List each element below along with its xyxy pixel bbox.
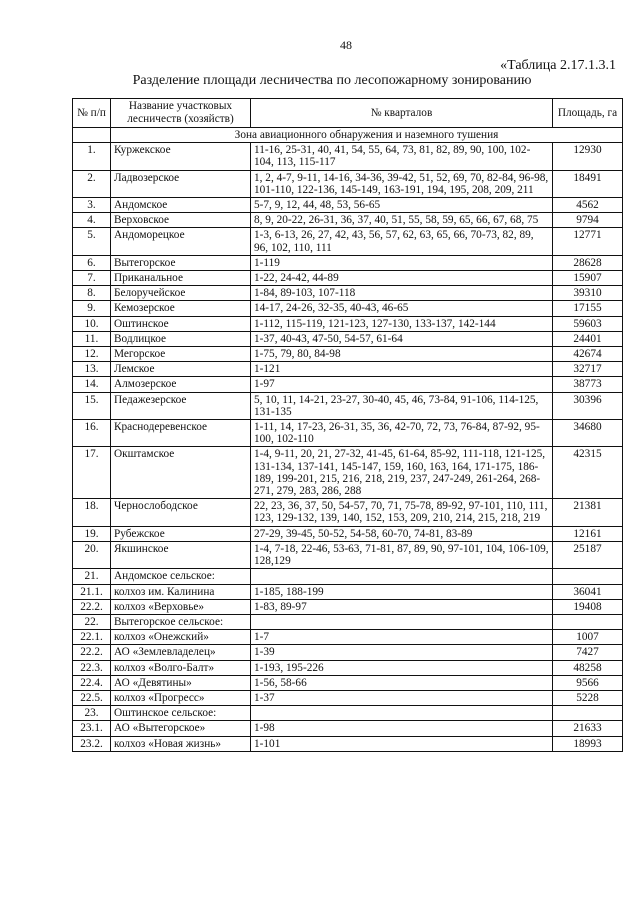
- cell-area: [553, 706, 623, 721]
- cell-blocks: 1-37, 40-43, 47-50, 54-57, 61-64: [251, 331, 553, 346]
- cell-name: Вытегорское: [111, 255, 251, 270]
- cell-area: 15907: [553, 271, 623, 286]
- table-row: [73, 347, 623, 362]
- cell-name: Верховское: [111, 213, 251, 228]
- cell-area: 28628: [553, 255, 623, 270]
- cell-num: 22.4.: [73, 675, 111, 690]
- table-row: [73, 630, 623, 645]
- header-area: Площадь, га: [553, 99, 623, 128]
- zone-label: Зона авиационного обнаружения и наземного тушения: [111, 128, 623, 143]
- cell-num: 6.: [73, 255, 111, 270]
- cell-num: 23.1.: [73, 721, 111, 736]
- cell-name: Андомское: [111, 198, 251, 213]
- cell-area: 18491: [553, 170, 623, 197]
- cell-blocks: 22, 23, 36, 37, 50, 54-57, 70, 71, 75-78, 89-92, 97-101, 110, 111, 123, 129-132, 139, 140, 152, 153, 209, 210, 214, 215, 218, 219: [251, 499, 553, 526]
- table-row: [73, 301, 623, 316]
- cell-blocks: 1-121: [251, 362, 553, 377]
- cell-name: Чернослободское: [111, 499, 251, 526]
- table-row: [73, 331, 623, 346]
- cell-num: 7.: [73, 271, 111, 286]
- cell-blocks: 1-112, 115-119, 121-123, 127-130, 133-137, 142-144: [251, 316, 553, 331]
- cell-blocks: 8, 9, 20-22, 26-31, 36, 37, 40, 51, 55, 58, 59, 65, 66, 67, 68, 75: [251, 213, 553, 228]
- cell-blocks: 1-97: [251, 377, 553, 392]
- table-row: [73, 706, 623, 721]
- table-row: [73, 170, 623, 197]
- cell-blocks: 1-101: [251, 736, 553, 751]
- cell-name: Приканальное: [111, 271, 251, 286]
- cell-blocks: 1-84, 89-103, 107-118: [251, 286, 553, 301]
- cell-blocks: 5-7, 9, 12, 44, 48, 53, 56-65: [251, 198, 553, 213]
- cell-area: 17155: [553, 301, 623, 316]
- cell-name: АО «Вытегорское»: [111, 721, 251, 736]
- table-row: [73, 721, 623, 736]
- cell-blocks: 11-16, 25-31, 40, 41, 54, 55, 64, 73, 81, 82, 89, 90, 100, 102-104, 113, 115-117: [251, 143, 553, 170]
- cell-num: 10.: [73, 316, 111, 331]
- table-row: [73, 736, 623, 751]
- table-row: [73, 362, 623, 377]
- cell-blocks: 1-75, 79, 80, 84-98: [251, 347, 553, 362]
- cell-name: Оштинское: [111, 316, 251, 331]
- cell-area: 9566: [553, 675, 623, 690]
- cell-name: Белоручейское: [111, 286, 251, 301]
- cell-num: 8.: [73, 286, 111, 301]
- cell-blocks: 1-4, 9-11, 20, 21, 27-32, 41-45, 61-64, 85-92, 111-118, 121-125, 131-134, 137-141, 145-147, 159, 160, 163, 164, 171-175, 186-189, 199-201, 215, 216, 218, 219, 237, 247-249, 261-264, 268-271, 279, 283, 286, 288: [251, 447, 553, 499]
- cell-name: колхоз «Новая жизнь»: [111, 736, 251, 751]
- cell-name: колхоз «Прогресс»: [111, 690, 251, 705]
- cell-blocks: 1, 2, 4-7, 9-11, 14-16, 34-36, 39-42, 51, 52, 69, 70, 82-84, 96-98, 101-110, 122-136, 145-149, 163-191, 194, 195, 208, 209, 211: [251, 170, 553, 197]
- page-number: 48: [340, 38, 352, 52]
- cell-num: 13.: [73, 362, 111, 377]
- cell-blocks: [251, 569, 553, 584]
- cell-name: Андоморецкое: [111, 228, 251, 255]
- cell-area: 48258: [553, 660, 623, 675]
- cell-num: 22.2.: [73, 599, 111, 614]
- zoning-table: [72, 98, 623, 752]
- table-row: [73, 660, 623, 675]
- cell-blocks: 1-22, 24-42, 44-89: [251, 271, 553, 286]
- cell-blocks: 1-119: [251, 255, 553, 270]
- cell-name: колхоз «Волго-Балт»: [111, 660, 251, 675]
- cell-num: 11.: [73, 331, 111, 346]
- cell-num: 21.1.: [73, 584, 111, 599]
- table-row: [73, 286, 623, 301]
- cell-name: Окштамское: [111, 447, 251, 499]
- cell-blocks: 1-11, 14, 17-23, 26-31, 35, 36, 42-70, 72, 73, 76-84, 87-92, 95-100, 102-110: [251, 420, 553, 447]
- cell-num: 2.: [73, 170, 111, 197]
- cell-blocks: 1-37: [251, 690, 553, 705]
- table-header-row: [73, 99, 623, 128]
- cell-area: 39310: [553, 286, 623, 301]
- cell-area: 38773: [553, 377, 623, 392]
- cell-area: 36041: [553, 584, 623, 599]
- cell-area: 9794: [553, 213, 623, 228]
- cell-blocks: 14-17, 24-26, 32-35, 40-43, 46-65: [251, 301, 553, 316]
- cell-name: АО «Девятины»: [111, 675, 251, 690]
- cell-area: 42674: [553, 347, 623, 362]
- cell-name: Андомское сельское:: [111, 569, 251, 584]
- cell-area: 5228: [553, 690, 623, 705]
- cell-name: Рубежское: [111, 526, 251, 541]
- cell-blocks: 1-98: [251, 721, 553, 736]
- table-row: [73, 271, 623, 286]
- table-row: [73, 447, 623, 499]
- cell-num: 3.: [73, 198, 111, 213]
- cell-name: колхоз им. Калинина: [111, 584, 251, 599]
- table-row: [73, 584, 623, 599]
- cell-name: Вытегорское сельское:: [111, 614, 251, 629]
- cell-num: 12.: [73, 347, 111, 362]
- cell-area: [553, 569, 623, 584]
- cell-num: 1.: [73, 143, 111, 170]
- table-row: [73, 255, 623, 270]
- cell-num: 21.: [73, 569, 111, 584]
- cell-area: 12930: [553, 143, 623, 170]
- cell-num: 5.: [73, 228, 111, 255]
- cell-num: 18.: [73, 499, 111, 526]
- cell-area: 19408: [553, 599, 623, 614]
- cell-area: 12771: [553, 228, 623, 255]
- table-row: [73, 377, 623, 392]
- cell-area: 59603: [553, 316, 623, 331]
- cell-name: Куржекское: [111, 143, 251, 170]
- cell-blocks: 1-7: [251, 630, 553, 645]
- cell-name: Оштинское сельское:: [111, 706, 251, 721]
- table-reference: «Таблица 2.17.1.3.1: [500, 58, 616, 73]
- cell-area: 12161: [553, 526, 623, 541]
- cell-area: 18993: [553, 736, 623, 751]
- cell-num: 19.: [73, 526, 111, 541]
- cell-area: 32717: [553, 362, 623, 377]
- cell-area: 25187: [553, 541, 623, 568]
- cell-num: 22.3.: [73, 660, 111, 675]
- table-row: [73, 143, 623, 170]
- cell-name: Якшинское: [111, 541, 251, 568]
- cell-area: 7427: [553, 645, 623, 660]
- cell-name: Педажезерское: [111, 392, 251, 419]
- cell-blocks: 27-29, 39-45, 50-52, 54-58, 60-70, 74-81, 83-89: [251, 526, 553, 541]
- table-row: [73, 645, 623, 660]
- cell-num: 4.: [73, 213, 111, 228]
- cell-num: 23.2.: [73, 736, 111, 751]
- table-row: [73, 569, 623, 584]
- cell-area: 21381: [553, 499, 623, 526]
- cell-num: 23.: [73, 706, 111, 721]
- cell-blocks: 1-4, 7-18, 22-46, 53-63, 71-81, 87, 89, 90, 97-101, 104, 106-109, 128,129: [251, 541, 553, 568]
- cell-name: Ладвозерское: [111, 170, 251, 197]
- table-row: [73, 198, 623, 213]
- table-row: [73, 499, 623, 526]
- table-row: [73, 526, 623, 541]
- cell-num: 22.2.: [73, 645, 111, 660]
- cell-blocks: 1-185, 188-199: [251, 584, 553, 599]
- cell-blocks: [251, 706, 553, 721]
- cell-blocks: 1-56, 58-66: [251, 675, 553, 690]
- zone-row: [73, 128, 623, 143]
- cell-name: колхоз «Онежский»: [111, 630, 251, 645]
- table-row: [73, 228, 623, 255]
- cell-num: 22.: [73, 614, 111, 629]
- document-title: Разделение площади лесничества по лесопожарному зонированию: [132, 73, 532, 88]
- cell-num: 9.: [73, 301, 111, 316]
- header-name: Название участковых лесничеств (хозяйств): [111, 99, 251, 128]
- cell-name: Краснодеревенское: [111, 420, 251, 447]
- cell-name: Лемское: [111, 362, 251, 377]
- cell-blocks: 1-193, 195-226: [251, 660, 553, 675]
- cell-blocks: 1-3, 6-13, 26, 27, 42, 43, 56, 57, 62, 63, 65, 66, 70-73, 82, 89, 96, 102, 110, 111: [251, 228, 553, 255]
- table-row: [73, 392, 623, 419]
- cell-name: Мегорское: [111, 347, 251, 362]
- cell-area: 4562: [553, 198, 623, 213]
- cell-name: Водлицкое: [111, 331, 251, 346]
- cell-blocks: 1-39: [251, 645, 553, 660]
- table-row: [73, 213, 623, 228]
- cell-area: 21633: [553, 721, 623, 736]
- cell-blocks: [251, 614, 553, 629]
- table-row: [73, 690, 623, 705]
- table-row: [73, 316, 623, 331]
- cell-num: 15.: [73, 392, 111, 419]
- table-row: [73, 420, 623, 447]
- cell-area: 1007: [553, 630, 623, 645]
- cell-num: 20.: [73, 541, 111, 568]
- header-blocks: № кварталов: [251, 99, 553, 128]
- cell-area: 34680: [553, 420, 623, 447]
- table-row: [73, 541, 623, 568]
- cell-area: 30396: [553, 392, 623, 419]
- cell-num: 22.5.: [73, 690, 111, 705]
- cell-name: Кемозерское: [111, 301, 251, 316]
- header-num: № п/п: [73, 99, 111, 128]
- table-row: [73, 599, 623, 614]
- cell-area: 42315: [553, 447, 623, 499]
- cell-num: 16.: [73, 420, 111, 447]
- cell-name: колхоз «Верховье»: [111, 599, 251, 614]
- cell-num: 22.1.: [73, 630, 111, 645]
- table-row: [73, 675, 623, 690]
- cell-name: АО «Землевладелец»: [111, 645, 251, 660]
- cell-area: 24401: [553, 331, 623, 346]
- cell-name: Алмозерское: [111, 377, 251, 392]
- cell-blocks: 1-83, 89-97: [251, 599, 553, 614]
- table-row: [73, 614, 623, 629]
- cell-num: 17.: [73, 447, 111, 499]
- cell-num: 14.: [73, 377, 111, 392]
- cell-blocks: 5, 10, 11, 14-21, 23-27, 30-40, 45, 46, 73-84, 91-106, 114-125, 131-135: [251, 392, 553, 419]
- cell-area: [553, 614, 623, 629]
